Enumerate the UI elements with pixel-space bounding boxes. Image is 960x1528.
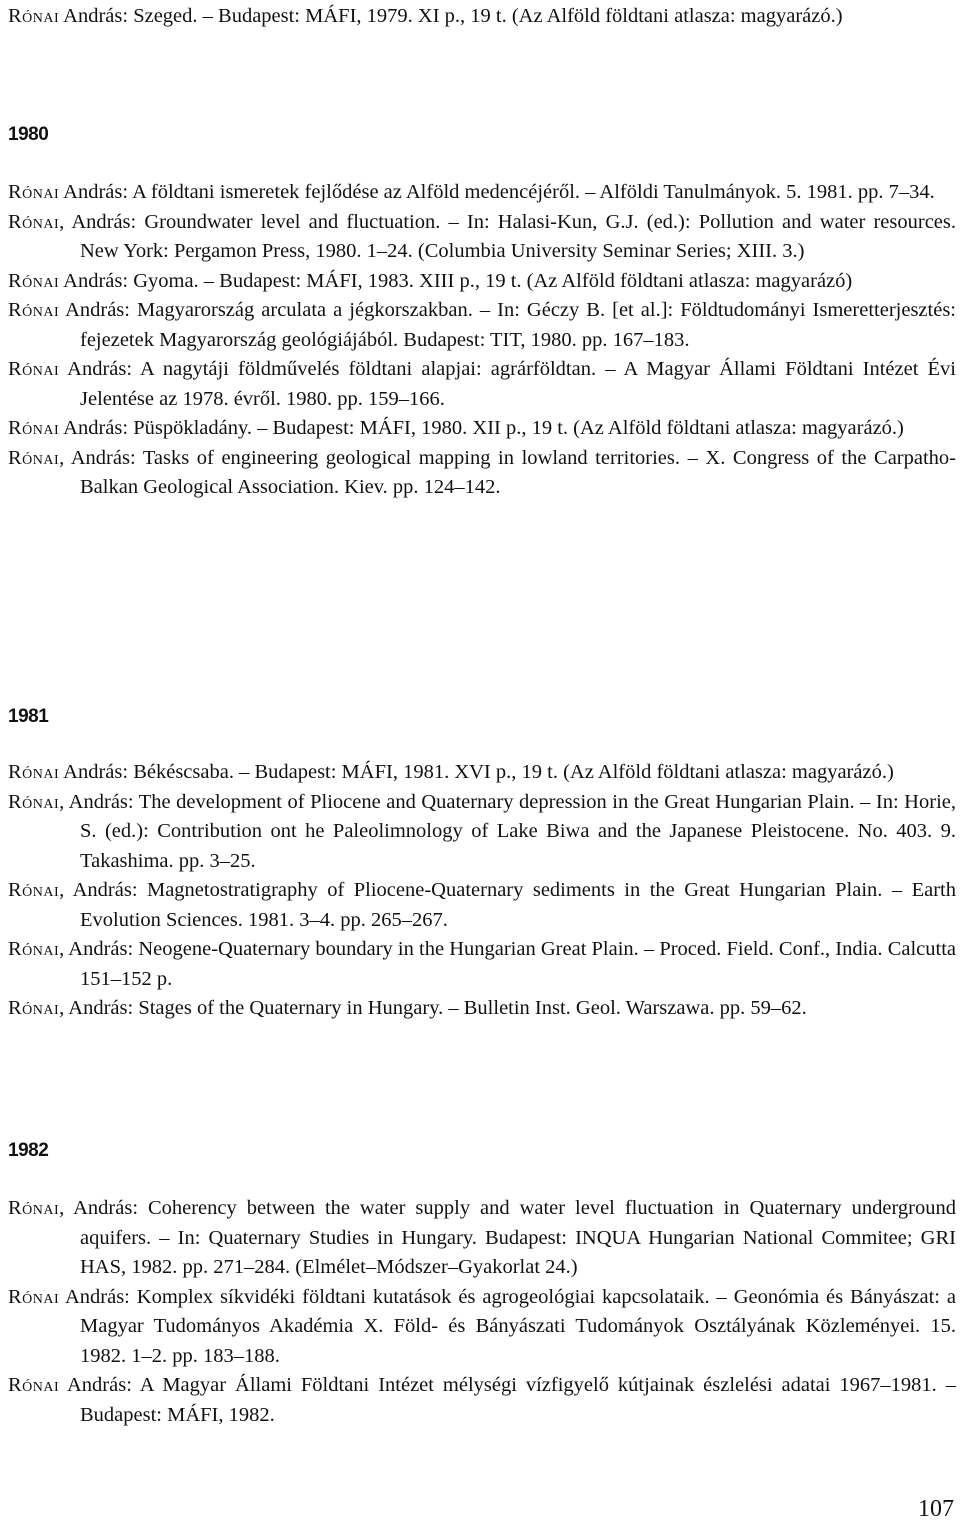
bibliography-entry <box>8 994 956 1024</box>
entry-text: , András: Magnetostratigraphy of Pliocene-Quaternary sediments in the Great Hungarian Plain. – Earth Evolution Sciences. 1981. 3–4. pp. 265–267. <box>59 879 956 931</box>
bibliography-entry <box>8 788 956 877</box>
entries-1981 <box>8 758 956 1024</box>
entries-1980 <box>8 178 956 503</box>
entry-author: Rónai <box>8 938 60 960</box>
entry-text: András: Püspökladány. – Budapest: MÁFI, 1980. XII p., 19 t. (Az Alföld földtani atlasza: magyarázó.) <box>59 417 904 439</box>
entry-author: Rónai <box>8 417 60 439</box>
entry-text: , András: Coherency between the water supply and water level fluctuation in Quaternary underground aquifers. – In: Quaternary Studies in Hungary. Budapest: INQUA Hungarian National Commitee; GRI HAS, 1982. pp. 271–284. (Elmélet–Módszer–Gyakorlat 24.) <box>59 1197 956 1278</box>
entry-author: Rónai <box>8 358 60 380</box>
top-fragment <box>8 2 956 32</box>
entry-author: Rónai <box>8 997 60 1019</box>
entry-author: Rónai <box>8 181 60 203</box>
bibliography-entry <box>8 178 956 208</box>
bibliography-entry <box>8 876 956 935</box>
entry-author: Rónai <box>8 1197 60 1219</box>
entry-author: Rónai <box>8 5 60 27</box>
entry-text: , András: Stages of the Quaternary in Hungary. – Bulletin Inst. Geol. Warszawa. pp. 59–62. <box>59 997 807 1019</box>
entry-author: Rónai <box>8 1285 60 1308</box>
entry-author: Rónai <box>8 269 60 292</box>
bibliography-entry <box>8 444 956 503</box>
entry-text: András: Békéscsaba. – Budapest: MÁFI, 1981. XVI p., 19 t. (Az Alföld földtani atlasza: magyarázó.) <box>59 761 894 783</box>
bibliography-entry <box>8 296 956 355</box>
bibliography-entry <box>8 355 956 414</box>
entry-text: , András: The development of Pliocene and Quaternary depression in the Great Hungarian Plain. – In: Horie, S. (ed.): Contribution ont he Paleolimnology of Lake Biwa and the Japanese Pleistocene. No. 403. 9. Takashima. pp. 3–25. <box>59 790 956 872</box>
entries-1982 <box>8 1194 956 1430</box>
entry-text: András: Gyoma. – Budapest: MÁFI, 1983. XIII p., 19 t. (Az Alföld földtani atlasza: magyarázó) <box>59 269 853 292</box>
entry-text: , András: Tasks of engineering geological mapping in lowland territories. – X. Congress of the Carpatho-Balkan Geological Association. Kiev. pp. 124–142. <box>59 446 956 498</box>
bibliography-entry <box>8 935 956 994</box>
bibliography-entry <box>8 1371 956 1430</box>
entry-author: Rónai <box>8 210 60 233</box>
bibliography-entry <box>8 267 956 297</box>
year-heading-1980: 1980 <box>8 124 49 145</box>
entry-text: András: A földtani ismeretek fejlődése az Alföld medencéjéről. – Alföldi Tanulmányok. 5. 1981. pp. 7–34. <box>59 181 935 203</box>
entry-text: András: A nagytáji földművelés földtani alapjai: agrárföldtan. – A Magyar Állami Földtani Intézet Évi Jelentése az 1978. évről. 1980. pp. 159–166. <box>59 358 956 410</box>
page-number: 107 <box>918 1496 954 1522</box>
entry-author: Rónai <box>8 299 60 321</box>
bibliography-entry <box>8 758 956 788</box>
bibliography-entry <box>8 1283 956 1372</box>
bibliography-entry <box>8 1194 956 1283</box>
year-heading-1982: 1982 <box>8 1140 49 1161</box>
entry-text: András: Komplex síkvidéki földtani kutatások és agrogeológiai kapcsolataik. – Geonómia és Bányászat: a Magyar Tudományos Akadémia X. Föld- és Bányászati Tudományok Osztályának Közleményei. 15. 1982. 1–2. pp. 183–188. <box>59 1285 956 1367</box>
bibliography-entry <box>8 414 956 444</box>
entry-author: Rónai <box>8 761 60 783</box>
bibliography-entry <box>8 2 956 32</box>
year-heading-1981: 1981 <box>8 706 49 727</box>
entry-author: Rónai <box>8 446 60 469</box>
entry-author: Rónai <box>8 879 60 901</box>
bibliography-entry <box>8 208 956 267</box>
entry-text: András: Szeged. – Budapest: MÁFI, 1979. XI p., 19 t. (Az Alföld földtani atlasza: magyarázó.) <box>59 5 843 27</box>
entry-text: András: A Magyar Állami Földtani Intézet mélységi vízfigyelő kútjainak észlelési adatai 1967–1981. – Budapest: MÁFI, 1982. <box>59 1374 956 1426</box>
entry-author: Rónai <box>8 1374 60 1396</box>
entry-text: , András: Neogene-Quaternary boundary in the Hungarian Great Plain. – Proced. Field. Conf., India. Calcutta 151–152 p. <box>59 938 956 990</box>
entry-text: András: Magyarország arculata a jégkorszakban. – In: Géczy B. [et al.]: Földtudományi Ismeretterjesztés: fejezetek Magyarország geológiájából. Budapest: TIT, 1980. pp. 167–183. <box>59 299 956 351</box>
entry-text: , András: Groundwater level and fluctuation. – In: Halasi-Kun, G.J. (ed.): Pollution and water resources. New York: Pergamon Press, 1980. 1–24. (Columbia University Seminar Series; XIII. 3.) <box>59 210 956 262</box>
entry-author: Rónai <box>8 790 60 813</box>
